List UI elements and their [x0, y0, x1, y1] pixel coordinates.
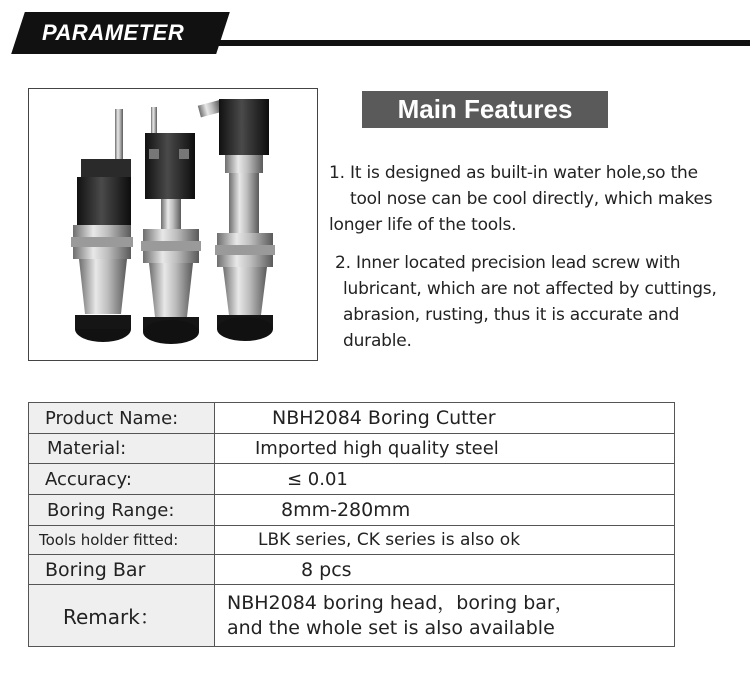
spec-table	[28, 402, 675, 647]
feature-line: It is designed as built-in water hole,so the	[350, 163, 698, 183]
spec-value-line: and the whole set is also available	[227, 616, 555, 639]
tool-holders-illustration	[29, 89, 317, 360]
table-row	[29, 464, 675, 495]
spec-label-cell	[29, 526, 215, 555]
spec-value: LBK series, CK series is also ok	[258, 530, 521, 550]
main-features-title: Main Features	[362, 91, 608, 128]
table-row	[29, 555, 675, 585]
parameter-banner	[0, 0, 750, 60]
feature-line: tool nose can be cool directly, which makes	[350, 189, 713, 209]
feature-number: 1.	[329, 163, 345, 183]
spec-value: 8mm-280mm	[281, 499, 411, 521]
spec-value-line: NBH2084 boring head，boring bar，	[227, 591, 574, 614]
tool-right	[198, 99, 275, 341]
table-row	[29, 585, 675, 647]
feature-line: durable.	[343, 331, 412, 351]
spec-label: Boring Bar	[45, 558, 146, 581]
spec-label-cell	[29, 403, 215, 434]
feature-line: Inner located precision lead screw with	[356, 253, 681, 273]
spec-label: Material:	[47, 438, 127, 459]
feature-line: abrasion, rusting, thus it is accurate and	[343, 305, 680, 325]
feature-line: lubricant, which are not affected by cuttings,	[343, 279, 717, 299]
product-image	[28, 88, 318, 361]
spec-label-cell	[29, 555, 215, 585]
spec-value-cell	[215, 464, 675, 495]
spec-value-cell	[215, 526, 675, 555]
spec-label: Accuracy:	[45, 468, 132, 490]
spec-label: Product Name:	[45, 407, 179, 429]
spec-label-cell	[29, 495, 215, 526]
table-row	[29, 403, 675, 434]
spec-value-cell	[215, 434, 675, 464]
feature-number: 2.	[335, 253, 351, 273]
spec-label-cell	[29, 434, 215, 464]
banner-title: PARAMETER	[42, 20, 185, 45]
spec-value-cell	[215, 495, 675, 526]
table-row	[29, 434, 675, 464]
spec-label-cell	[29, 464, 215, 495]
spec-label: Tools holder fitted:	[39, 531, 179, 549]
tool-left	[71, 109, 133, 342]
spec-value: Imported high quality steel	[255, 438, 499, 459]
spec-label: Boring Range:	[47, 499, 175, 521]
spec-label: Remark：	[63, 605, 160, 629]
spec-value-cell	[215, 403, 675, 434]
spec-label-cell	[29, 585, 215, 647]
spec-value-cell	[215, 555, 675, 585]
table-row	[29, 495, 675, 526]
table-row	[29, 526, 675, 555]
spec-value: NBH2084 Boring Cutter	[272, 407, 496, 429]
spec-value: 8 pcs	[301, 558, 352, 581]
spec-value: ≤ 0.01	[287, 468, 348, 490]
spec-value-cell	[215, 585, 675, 647]
banner-rule	[150, 40, 750, 46]
feature-line: longer life of the tools.	[329, 215, 517, 235]
tool-middle	[141, 107, 201, 344]
